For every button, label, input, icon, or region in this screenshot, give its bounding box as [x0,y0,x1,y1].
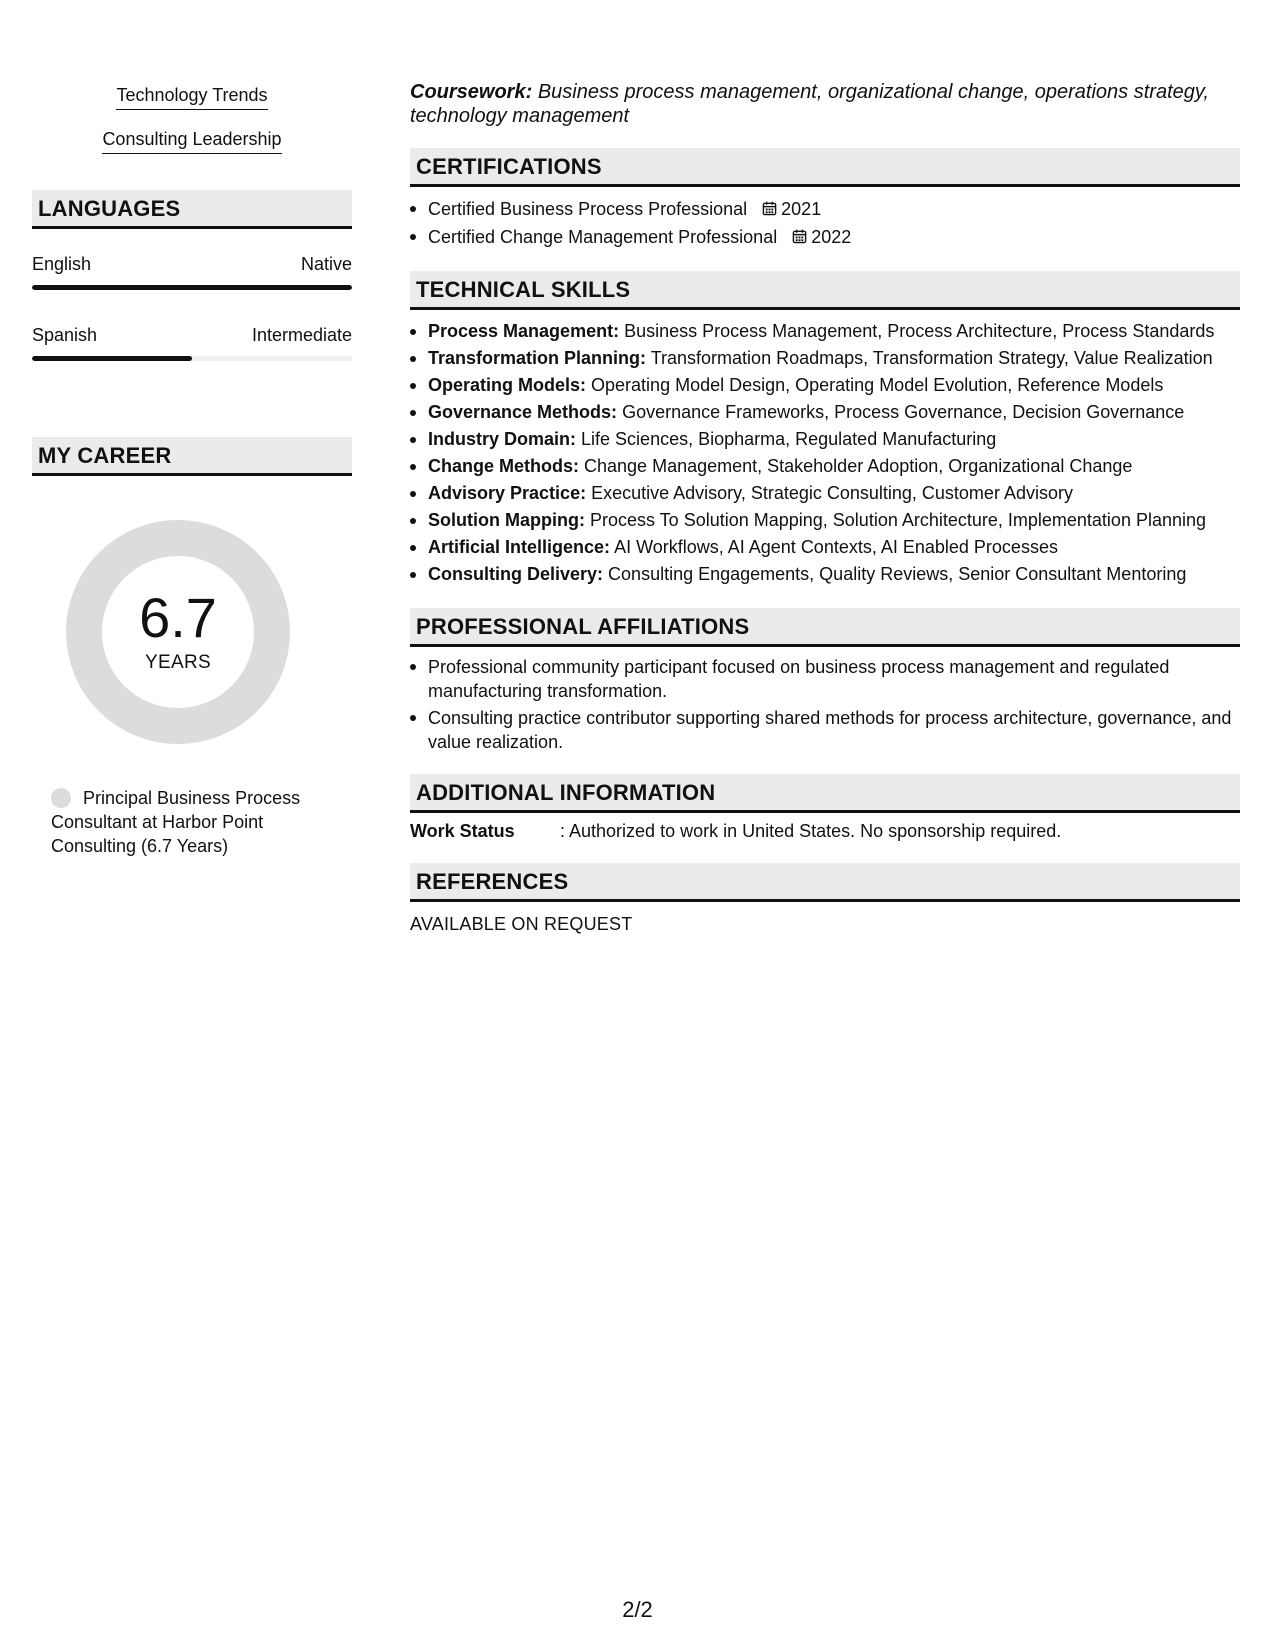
skill-category: Change Methods: [428,456,579,476]
languages-heading: LANGUAGES [32,190,352,229]
legend-dot-icon [51,788,71,808]
calendar-icon [762,201,777,216]
coursework [410,80,1240,128]
career-job-label: Principal Business Process Consultant at Harbor Point Consulting (6.7 Years) [51,788,301,856]
affiliation-text: Professional community participant focused on business process management and regulated manufacturing transformation. [428,657,1170,701]
skill-category: Advisory Practice: [428,483,587,503]
work-status-row [410,819,1240,843]
right-column [410,80,1240,936]
language-item [32,253,352,290]
interest-item: Technology Trends [116,84,267,110]
additional-info-heading: ADDITIONAL INFORMATION [410,774,1240,813]
language-level: Native [300,254,352,274]
work-status-value: : Authorized to work in United States. No sponsorship required. [560,821,1062,841]
skill-values: Governance Frameworks, Process Governance, Decision Governance [622,402,1185,422]
certifications-list [410,195,1240,251]
skill-category: Solution Mapping: [428,510,585,530]
certifications-heading: CERTIFICATIONS [410,148,1240,187]
certification-item [410,223,1240,251]
skill-category: Operating Models: [428,375,587,395]
skill-category: Consulting Delivery: [428,564,604,584]
skill-item [410,399,1240,426]
languages-section [32,190,352,361]
interests-list [32,84,352,154]
skill-values: Business Process Management, Process Architecture, Process Standards [624,321,1215,341]
language-level-fill [32,356,192,361]
skill-item [410,372,1240,399]
career-section [32,437,352,858]
skill-category: Artificial Intelligence: [428,537,611,557]
career-job-item [51,786,331,858]
skill-category: Industry Domain: [428,429,577,449]
career-years-unit: YEARS [145,652,211,673]
skill-values: Process To Solution Mapping, Solution Architecture, Implementation Planning [589,510,1207,530]
certification-name: Certified Business Process Professional [428,199,748,219]
affiliation-item [410,706,1240,754]
skill-item [410,426,1240,453]
skill-values: Life Sciences, Biopharma, Regulated Manufacturing [581,429,997,449]
language-level: Intermediate [251,325,352,345]
language-level-bar [32,285,352,290]
skill-values: Executive Advisory, Strategic Consulting, Customer Advisory [591,483,1073,503]
calendar-icon [792,229,807,244]
skill-item [410,480,1240,507]
work-status-label: Work Status [410,821,515,841]
left-column [32,84,352,858]
affiliations-heading: PROFESSIONAL AFFILIATIONS [410,608,1240,647]
language-level-fill [32,285,352,290]
career-total-years: 6.7 [139,586,217,649]
skill-values: Change Management, Stakeholder Adoption, Organizational Change [584,456,1133,476]
certification-name: Certified Change Management Professional [428,227,778,247]
coursework-text: Business process management, organizational change, operations strategy, technology management [410,81,1209,127]
skill-values: Transformation Roadmaps, Transformation Strategy, Value Realization [650,348,1213,368]
skill-item [410,507,1240,534]
language-name: English [32,254,92,274]
skills-heading: TECHNICAL SKILLS [410,271,1240,310]
language-level-bar [32,356,352,361]
certification-year: 2021 [781,199,822,219]
references-text: AVAILABLE ON REQUEST [410,914,633,934]
skill-item [410,345,1240,372]
skill-item [410,318,1240,345]
skill-item [410,561,1240,588]
skills-list [410,318,1240,588]
affiliation-text: Consulting practice contributor supporting shared methods for process architecture, governance, and value realization. [428,708,1232,752]
skill-category: Process Management: [428,321,620,341]
skill-item [410,534,1240,561]
affiliation-item [410,655,1240,703]
career-donut-chart [66,520,296,750]
language-item [32,324,352,361]
skill-values: Operating Model Design, Operating Model Evolution, Reference Models [591,375,1164,395]
skill-values: AI Workflows, AI Agent Contexts, AI Enabled Processes [614,537,1058,557]
interest-item: Consulting Leadership [102,128,281,154]
coursework-label: Coursework: [410,81,533,103]
language-name: Spanish [32,325,98,345]
page-number: 2/2 [622,1597,653,1622]
certification-item [410,195,1240,223]
certification-year: 2022 [811,227,852,247]
career-heading: MY CAREER [32,437,352,476]
references-heading: REFERENCES [410,863,1240,902]
skill-item [410,453,1240,480]
skill-category: Transformation Planning: [428,348,647,368]
skill-category: Governance Methods: [428,402,618,422]
affiliations-list [410,655,1240,754]
skill-values: Consulting Engagements, Quality Reviews, Senior Consultant Mentoring [608,564,1187,584]
